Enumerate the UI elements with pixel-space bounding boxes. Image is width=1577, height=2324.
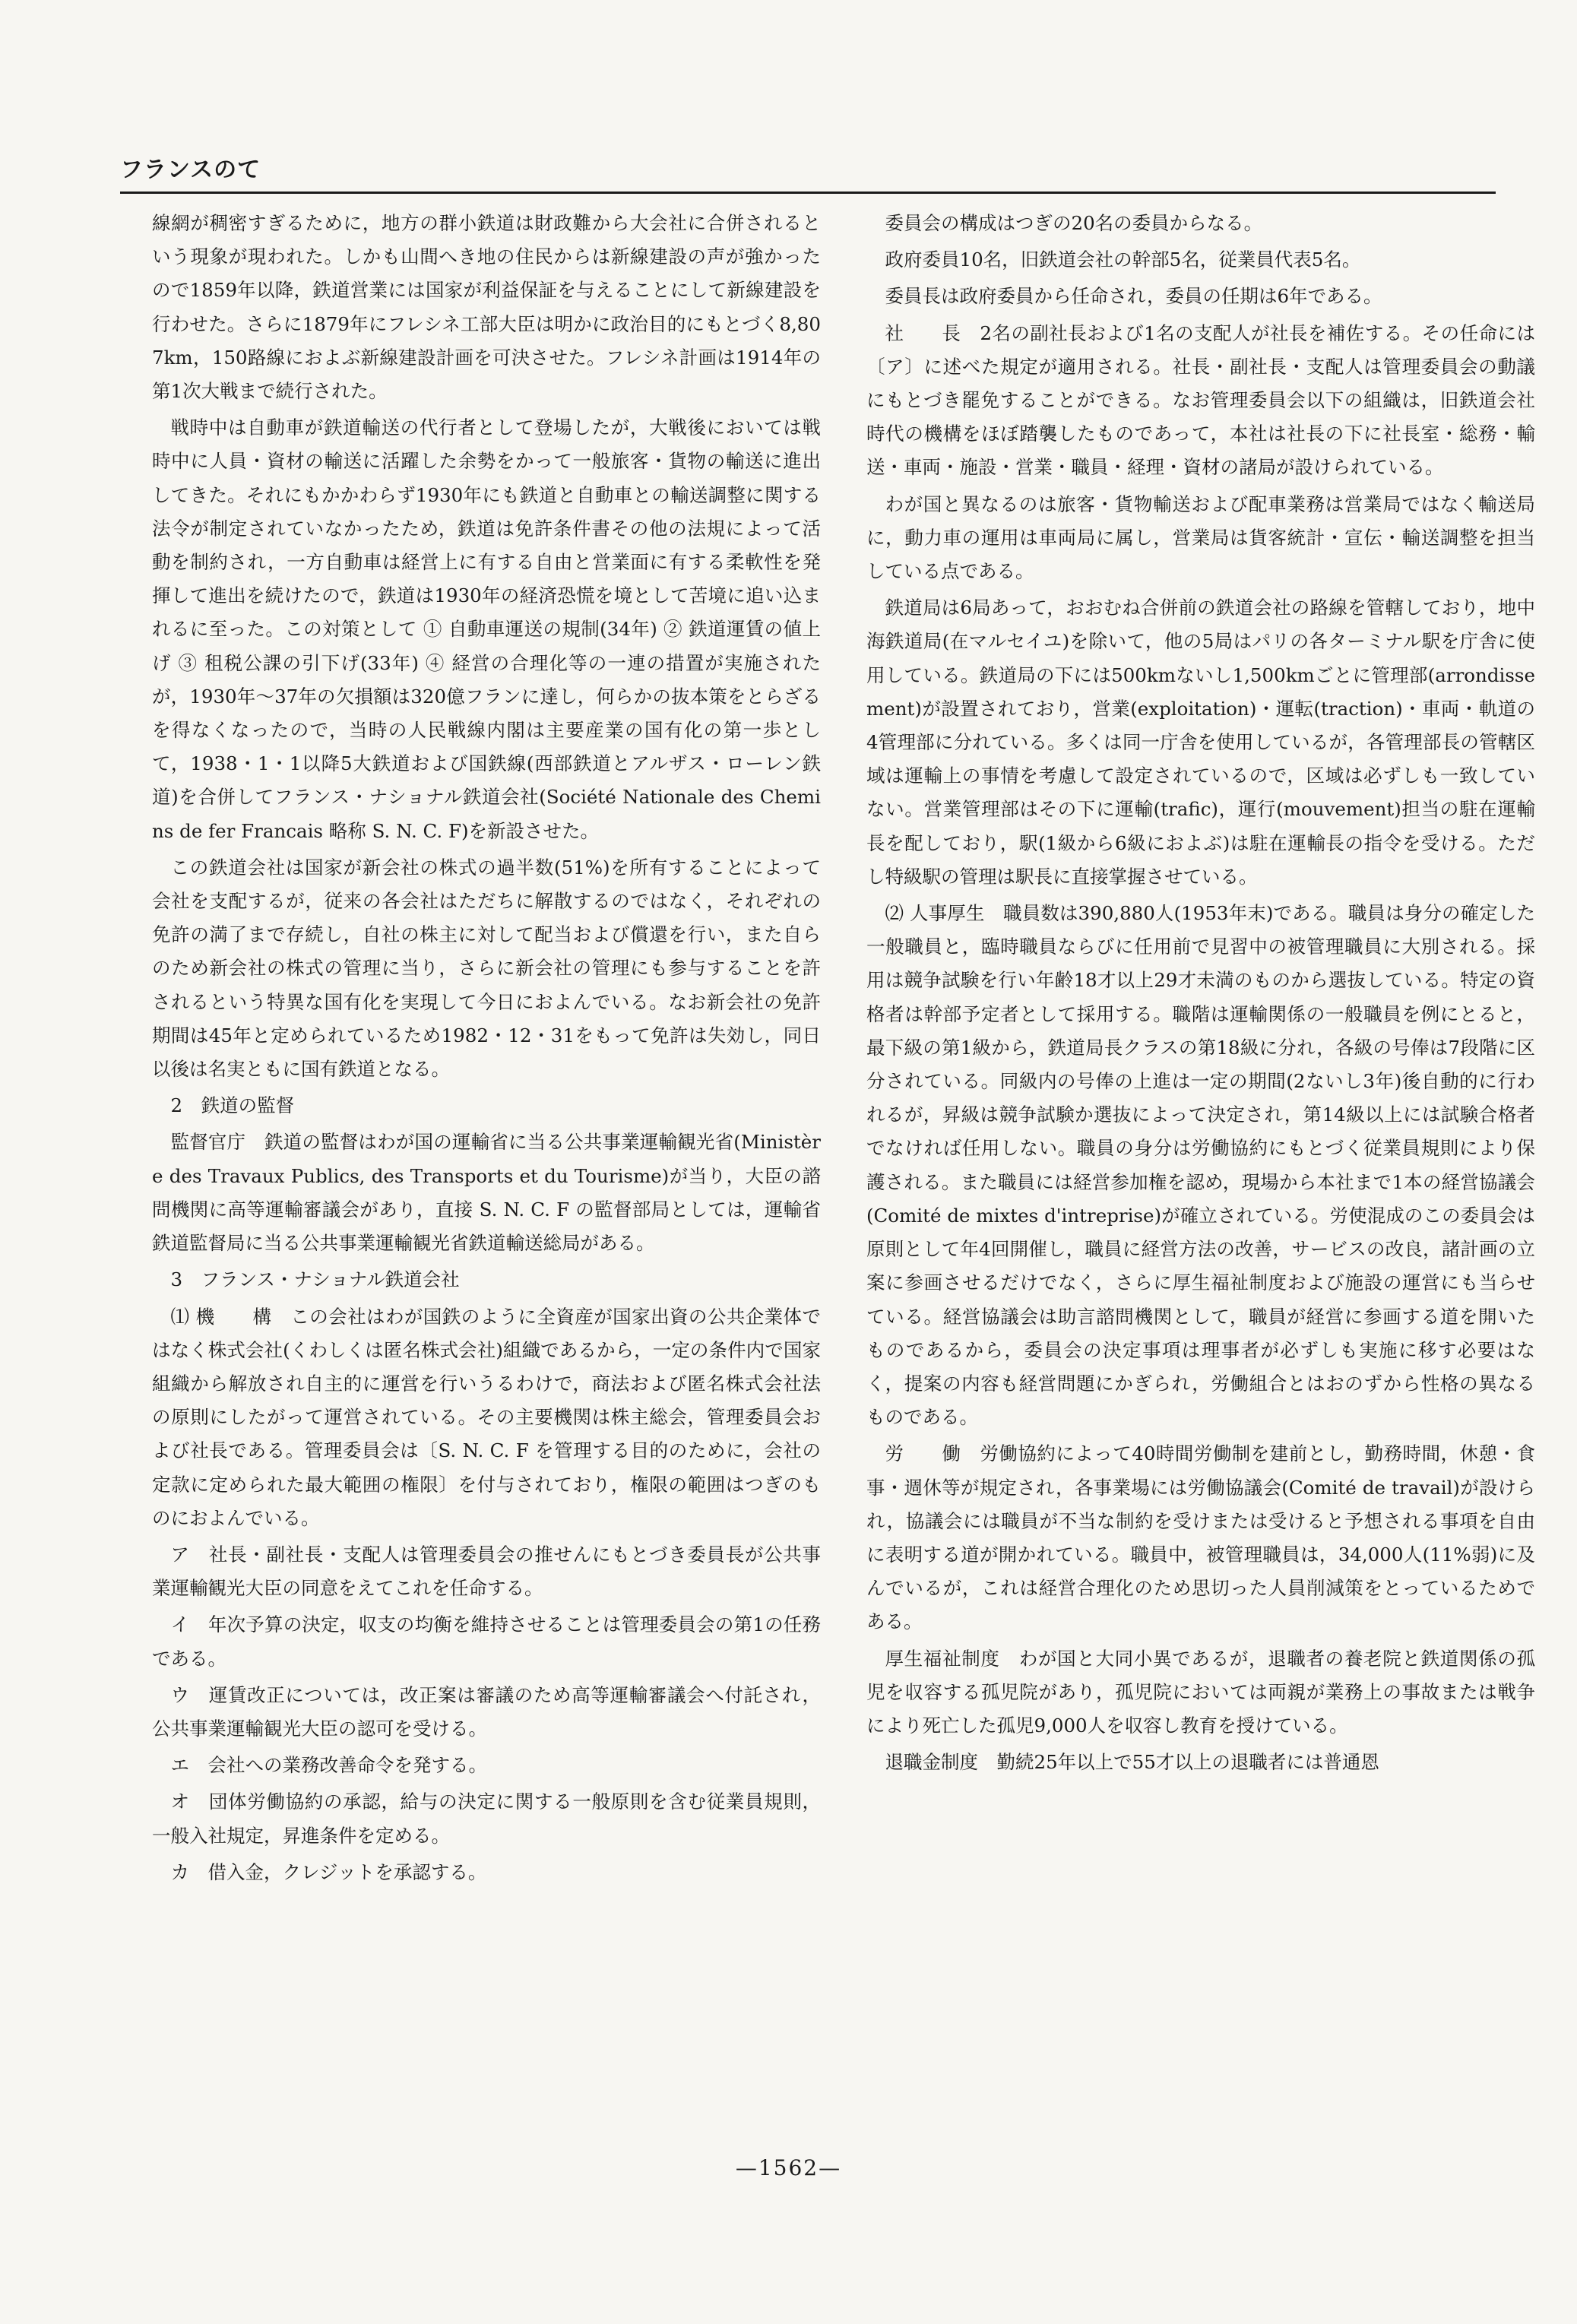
paragraph: わが国と異なるのは旅客・貨物輸送および配車業務は営業局ではなく輸送局に，動力車の運用は車両局に属し，営業局は貨客統計・宣伝・輸送調整を担当している点である。: [866, 492, 1535, 583]
paragraph: 労 働 労働協約によって40時間労働制を建前とし，勤務時間，休憩・食事・週休等が規定され，各事業場には労働協議会(Comité de travail)が設けられ，協議会には職員が不当な制約を受けまたは受けると予想される事項を自由に表明する道が開かれている。職員中，被管理職員は，34,000人(11%弱)に及んでいるが，これは経営合理化のため思切った人員削減策をとっているためである。: [866, 1442, 1535, 1633]
paragraph: 線網が稠密すぎるために，地方の群小鉄道は財政難から大会社に合併されるという現象が現われた。しかも山間へき地の住民からは新線建設の声が強かったので1859年以降，鉄道営業には国家が利益保証を与えることにして新線建設を行わせた。さらに1879年にフレシネ工部大臣は明かに政治目的にもとづく8,807km，150路線におよぶ新線建設計画を可決させた。フレシネ計画は1914年の第1次大戦まで続行された。: [152, 212, 821, 403]
list-item: オ 団体労働協約の承認，給与の決定に関する一般原則を含む従業員規則，一般入社規定，昇進条件を定める。: [152, 1790, 821, 1847]
paragraph: 監督官庁 鉄道の監督はわが国の運輸省に当る公共事業運輸観光省(Ministère des Travaux Publics, des Transports et du Tourisme)が当り，大臣の諮問機関に高等運輸審議会があり，直接 S. N. C. F の監督部局としては，運輸省鉄道監督局に当る公共事業運輸観光省鉄道輸送総局がある。: [152, 1131, 821, 1255]
header-rule: [120, 192, 1496, 194]
paragraph: この鉄道会社は国家が新会社の株式の過半数(51%)を所有することによって会社を支配するが，従来の各会社はただちに解散するのではなく，それぞれの免許の満了まで存続し，自社の株主に対して配当および償還を行い，また自らのため新会社の株式の管理に当り，さらに新会社の管理にも参与することを許されるという特異な国有化を実現して今日におよんでいる。なお新会社の免許期間は45年と定められているため1982・12・31をもって免許は失効し，同日以後は名実ともに国有鉄道となる。: [152, 856, 821, 1081]
section-heading: 3 フランス・ナショナル鉄道会社: [170, 1268, 460, 1291]
list-item: エ 会社への業務改善命令を発する。: [170, 1754, 487, 1777]
paragraph: ⑵ 人事厚生 職員数は390,880人(1953年末)である。職員は身分の確定した一般職員と，臨時職員ならびに任用前で見習中の被管理職員に大別される。採用は競争試験を行い年齢18才以上29才未満のものから選抜している。特定の資格者は幹部予定者として採用する。職階は運輸関係の一般職員を例にとると，最下級の第1級から，鉄道局長クラスの第18級に分れ，各級の号俸は7段階に区分されている。同級内の号俸の上進は一定の期間(2ないし3年)後自動的に行われるが，昇級は競争試験か選抜によって決定され，第14級以上には試験合格者でなければ任用しない。職員の身分は労働協約にもとづく従業員規則により保護される。また職員には経営参加権を認め，現場から本社まで1本の経営協議会(Comité de mixtes d'intreprise)が確立されている。労使混成のこの委員会は原則として年4回開催し，職員に経営方法の改善，サービスの改良，諸計画の立案に参画させるだけでなく，さらに厚生福祉制度および施設の運営にも当らせている。経営協議会は助言諮問機関として，職員が経営に参画する道を開いたものであるから，委員会の決定事項は理事者が必ずしも実施に移す必要はなく，提案の内容も経営問題にかぎられ，労働組合とはおのずから性格の異なるものである。: [866, 902, 1535, 1429]
paragraph: ⑴ 機 構 この会社はわが国鉄のように全資産が国家出資の公共企業体ではなく株式会社(くわしくは匿名株式会社)組織であるから，一定の条件内で国家組織から解放され自主的に運営を行いうるわけで，商法および匿名株式会社法の原則にしたがって運営されている。その主要機関は株主総会，管理委員会および社長である。管理委員会は〔S. N. C. F を管理する目的のために，会社の定款に定められた最大範囲の権限〕を付与されており，権限の範囲はつぎのものにおよんでいる。: [152, 1305, 821, 1529]
paragraph: 委員長は政府委員から任命され，委員の任期は6年である。: [885, 285, 1382, 308]
paragraph: 厚生福祉制度 わが国と大同小異であるが，退職者の養老院と鉄道関係の孤児を収容する孤児院があり，孤児院においては両親が業務上の事故または戦争により死亡した孤児9,000人を収容し教育を授けている。: [866, 1647, 1535, 1737]
list-item: ウ 運賃改正については，改正案は審議のため高等運輸審議会へ付託され，公共事業運輸観光大臣の認可を受ける。: [152, 1683, 821, 1740]
list-item: カ 借入金，クレジットを承認する。: [170, 1860, 487, 1883]
left-column: [152, 207, 821, 1892]
right-column: [866, 207, 1535, 1782]
paragraph: 戦時中は自動車が鉄道輸送の代行者として登場したが，大戦後においては戦時中に人員・資材の輸送に活躍した余勢をかって一般旅客・貨物の輸送に進出してきた。それにもかかわらず1930年にも鉄道と自動車との輸送調整に関する法令が制定されていなかったため，鉄道は免許条件書その他の法規によって活動を制約され，一方自動車は経営上に有する自由と営業面に有する柔軟性を発揮して進出を続けたので，鉄道は1930年の経済恐慌を境として苦境に追い込まれるに至った。この対策として ① 自動車運送の規制(34年) ② 鉄道運賃の値上げ ③ 租税公課の引下げ(33年) ④ 経営の合理化等の一連の措置が実施されたが，1930年～37年の欠損額は320億フランに達し，何らかの抜本策をとらざるを得なくなったので，当時の人民戦線内閣は主要産業の国有化の第一歩として，1938・1・1以降5大鉄道および国鉄線(西部鉄道とアルザス・ローレン鉄道)を合併してフランス・ナショナル鉄道会社(Société Nationale des Chemins de fer Francais 略称 S. N. C. F)を新設させた。: [152, 416, 821, 842]
paragraph: 委員会の構成はつぎの20名の委員からなる。: [885, 212, 1263, 234]
paragraph: 政府委員10名，旧鉄道会社の幹部5名，従業員代表5名。: [885, 249, 1361, 271]
section-heading: 2 鉄道の監督: [170, 1094, 295, 1117]
running-head: フランスのて: [120, 157, 261, 183]
list-item: ア 社長・副社長・支配人は管理委員会の推せんにもとづき委員長が公共事業運輸観光大臣の同意をえてこれを任命する。: [152, 1543, 821, 1600]
paragraph: 鉄道局は6局あって，おおむね合併前の鉄道会社の路線を管轄しており，地中海鉄道局(在マルセイユ)を除いて，他の5局はパリの各ターミナル駅を庁舎に使用している。鉄道局の下には500kmないし1,500kmごとに管理部(arrondissement)が設置されており，営業(exploitation)・運転(traction)・車両・軌道の4管理部に分れている。多くは同一庁舎を使用しているが，各管理部長の管轄区域は運輸上の事情を考慮して設定されているので，区域は必ずしも一致していない。営業管理部はその下に運輸(trafic)，運行(mouvement)担当の駐在運輸長を配しており，駅(1級から6級におよぶ)は駐在運輸長の指令を受ける。ただし特級駅の管理は駅長に直接掌握させている。: [866, 597, 1535, 888]
page-number: —1562—: [735, 2155, 842, 2180]
list-item: イ 年次予算の決定，収支の均衡を維持させることは管理委員会の第1の任務である。: [152, 1613, 821, 1670]
paragraph: 社 長 2名の副社長および1名の支配人が社長を補佐する。その任命には〔ア〕に述べた規定が適用される。社長・副社長・支配人は管理委員会の動議にもとづき罷免することができる。なお管理委員会以下の組織は，旧鉄道会社時代の機構をほぼ踏襲したものであって，本社は社長の下に社長室・総務・輸送・車両・施設・営業・職員・経理・資材の諸局が設けられている。: [866, 321, 1535, 479]
paragraph: 退職金制度 勤続25年以上で55才以上の退職者には普通恩: [885, 1751, 1379, 1774]
